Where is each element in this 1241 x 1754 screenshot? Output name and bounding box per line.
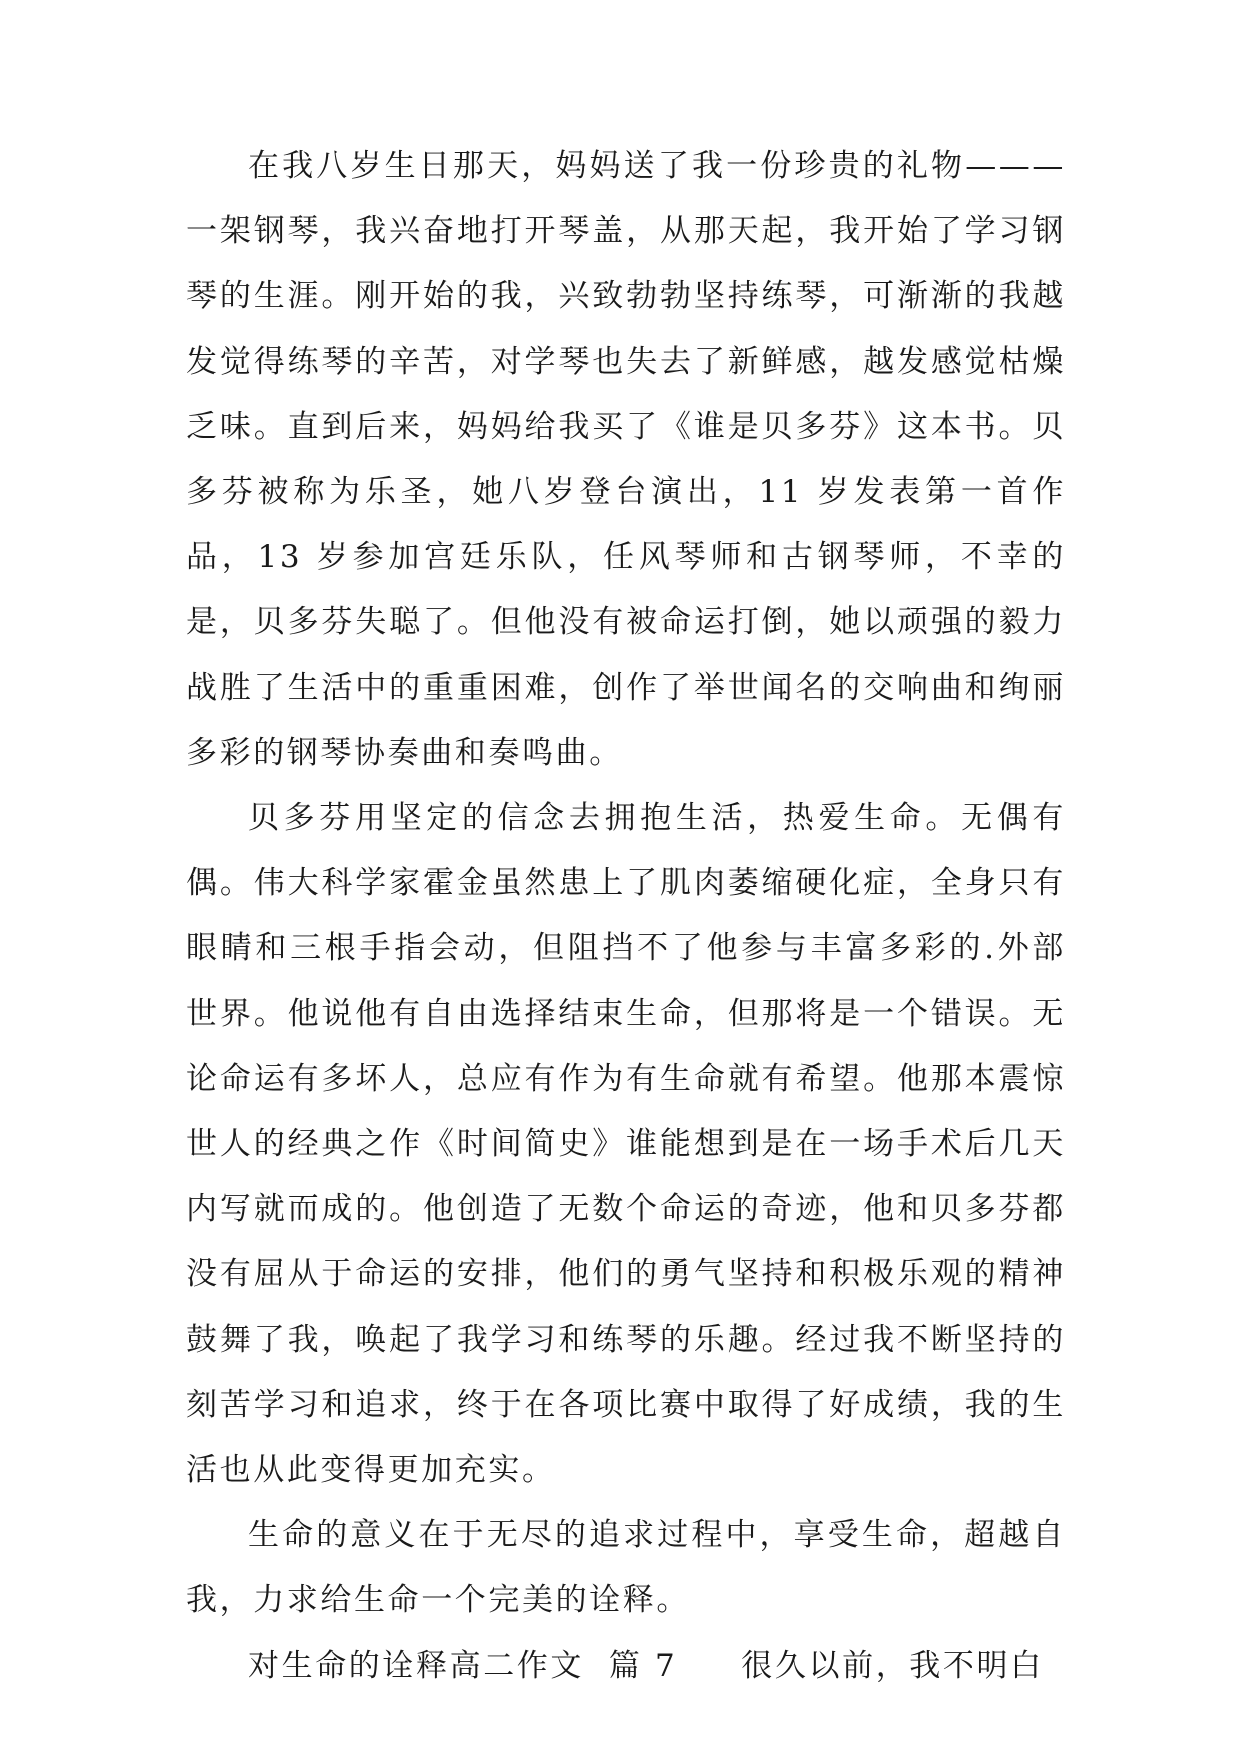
article-body xyxy=(186,134,1066,1699)
next-section-line xyxy=(186,1634,1066,1699)
section-heading: 对生命的诠释高二作文 篇 7 xyxy=(248,1647,678,1684)
paragraph-2: 贝多芬用坚定的信念去拥抱生活，热爱生命。无偶有偶。伟大科学家霍金虽然患上了肌肉萎缩硬化症，全身只有眼睛和三根手指会动，但阻挡不了他参与丰富多彩的.外部世界。他说他有自由选择结束生命，但那将是一个错误。无论命运有多坏人，总应有作为有生命就有希望。他那本震惊世人的经典之作《时间简史》谁能想到是在一场手术后几天内写就而成的。他创造了无数个命运的奇迹，他和贝多芬都没有屈从于命运的安排，他们的勇气坚持和积极乐观的精神鼓舞了我，唤起了我学习和练琴的乐趣。经过我不断坚持的刻苦学习和追求，终于在各项比赛中取得了好成绩，我的生活也从此变得更加充实。 xyxy=(186,800,1066,1489)
section-start-text: 很久以前，我不明白 xyxy=(741,1647,1044,1684)
paragraph-3: 生命的意义在于无尽的追求过程中，享受生命，超越自我，力求给生命一个完美的诠释。 xyxy=(186,1517,1066,1619)
paragraph-1: 在我八岁生日那天，妈妈送了我一份珍贵的礼物———一架钢琴，我兴奋地打开琴盖，从那天起，我开始了学习钢琴的生涯。刚开始的我，兴致勃勃坚持练琴，可渐渐的我越发觉得练琴的辛苦，对学琴也失去了新鲜感，越发感觉枯燥乏味。直到后来，妈妈给我买了《谁是贝多芬》这本书。贝多芬被称为乐圣，她八岁登台演出，11 岁发表第一首作品，13 岁参加宫廷乐队，任风琴师和古钢琴师，不幸的是，贝多芬失聪了。但他没有被命运打倒，她以顽强的毅力战胜了生活中的重重困难，创作了举世闻名的交响曲和绚丽多彩的钢琴协奏曲和奏鸣曲。 xyxy=(186,148,1066,771)
